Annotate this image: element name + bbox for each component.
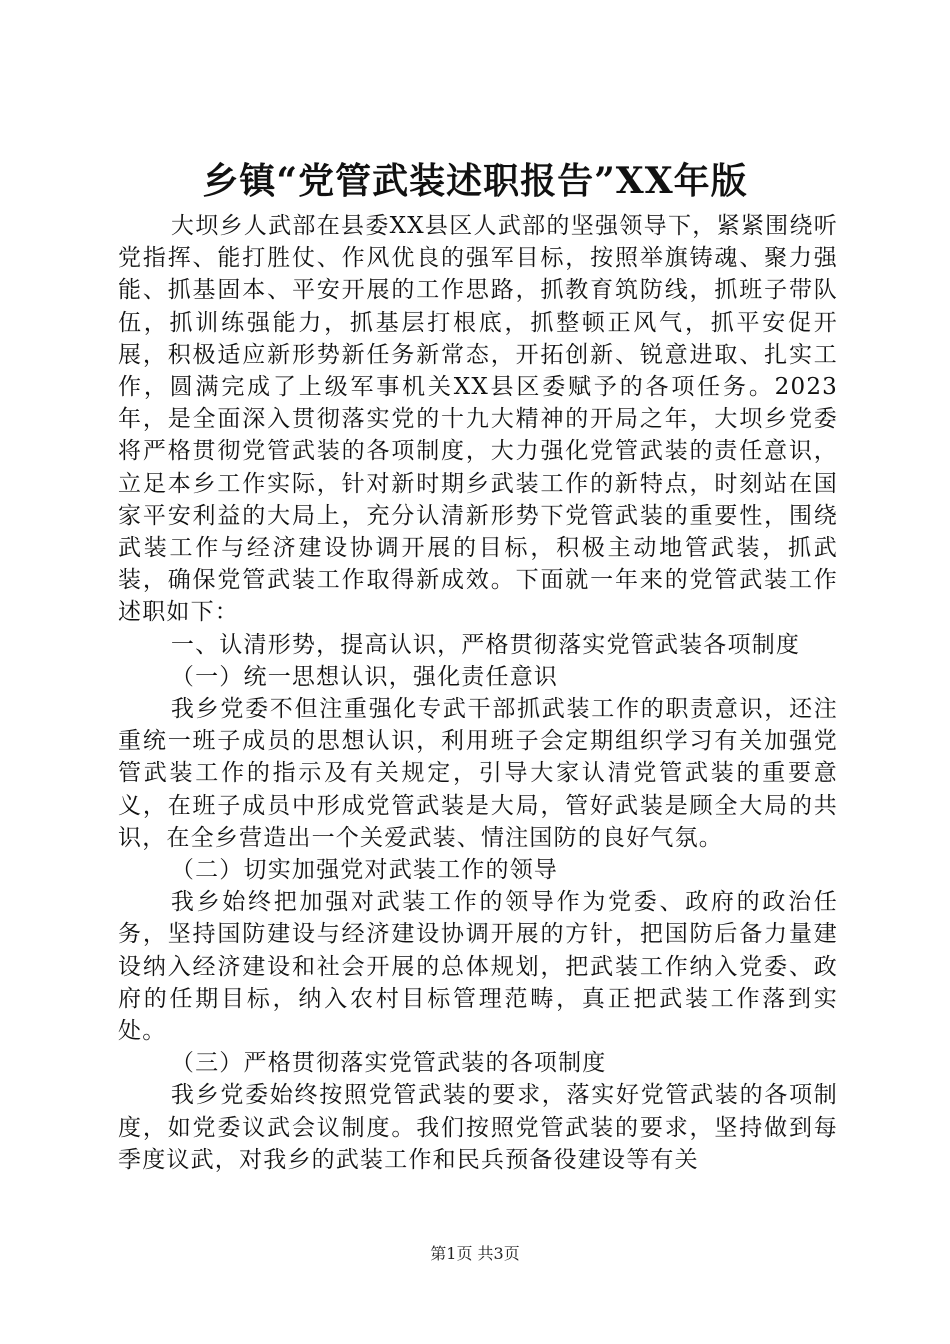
document-title: 乡镇“党管武装述职报告”XX年版 (202, 160, 748, 202)
intro-paragraph: 大坝乡人武部在县委XX县区人武部的坚强领导下，紧紧围绕听党指挥、能打胜仗、作风优良的强军目标，按照举旗铸魂、聚力强能、抓基固本、平安开展的工作思路，抓教育筑防线，抓班子带队伍，抓训练强能力，抓基层打根底，抓整顿正风气，抓平安促开展，积极适应新形势新任务新常态，开拓创新、锐意进取、扎实工作，圆满完成了上级军事机关XX县区委赋予的各项任务。2023年，是全面深入贯彻落实党的十九大精神的开局之年，大坝乡党委将严格贯彻党管武装的各项制度，大力强化党管武装的责任意识，立足本乡工作实际，针对新时期乡武装工作的新特点，时刻站在国家平安利益的大局上，充分认清新形势下党管武装的重要性，围绕武装工作与经济建设协调开展的目标，积极主动地管武装，抓武装，确保党管武装工作取得新成效。下面就一年来的党管武装工作述职如下： (118, 213, 838, 626)
page-footer: 第1页 共3页 (430, 1244, 520, 1263)
subsection-body-2: 我乡始终把加强对武装工作的领导作为党委、政府的政治任务，坚持国防建设与经济建设协调开展的方针，把国防后备力量建设纳入经济建设和社会开展的总体规划，把武装工作纳入党委、政府的任期目标，纳入农村目标管理范畴，真正把武装工作落到实处。 (118, 889, 838, 1045)
subsection-heading-3: （三）严格贯彻落实党管武装的各项制度 (170, 1050, 607, 1077)
subsection-body-1: 我乡党委不但注重强化专武干部抓武装工作的职责意识，还注重统一班子成员的思想认识，利用班子会定期组织学习有关加强党管武装工作的指示及有关规定，引导大家认清党管武装的重要意义，在班子成员中形成党管武装是大局，管好武装是顾全大局的共识，在全乡营造出一个关爱武装、情注国防的良好气氛。 (118, 696, 838, 851)
subsection-heading-2: （二）切实加强党对武装工作的领导 (170, 857, 559, 884)
subsection-heading-1: （一）统一思想认识，强化责任意识 (170, 663, 559, 690)
section-heading-1: 一、认清形势，提高认识，严格贯彻落实党管武装各项制度 (170, 631, 801, 658)
document-body (118, 210, 838, 1176)
subsection-body-3: 我乡党委始终按照党管武装的要求，落实好党管武装的各项制度，如党委议武会议制度。我们按照党管武装的要求，坚持做到每季度议武，对我乡的武装工作和民兵预备役建设等有关 (118, 1082, 838, 1173)
